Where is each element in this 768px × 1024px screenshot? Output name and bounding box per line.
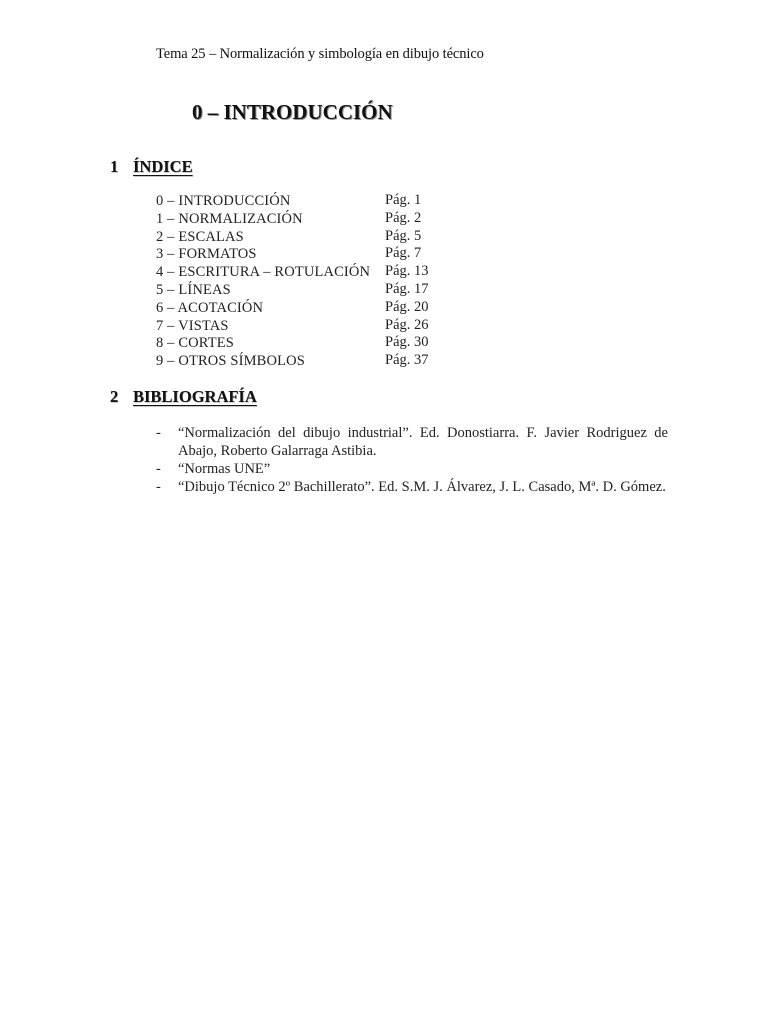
toc-page: Pág. 1: [385, 192, 422, 208]
toc-entry: 6 – ACOTACIÓN: [156, 299, 264, 316]
toc-page: Pág. 5: [385, 227, 422, 244]
bibliography-item: [156, 478, 668, 496]
section-title: ÍNDICE: [133, 157, 193, 176]
toc-entry: 3 – FORMATOS: [156, 246, 257, 263]
toc-row: [156, 352, 429, 370]
toc-row: [156, 298, 429, 317]
toc-page: Pág. 17: [385, 280, 429, 297]
list-bullet: -: [156, 461, 161, 477]
bibliography-item: [156, 460, 668, 478]
list-bullet: -: [156, 479, 161, 495]
toc-page: Pág. 2: [385, 209, 422, 226]
toc-row: [156, 263, 429, 281]
table-of-contents: [156, 192, 429, 370]
section-heading-bibliografia: [110, 387, 257, 407]
section-number: 2: [110, 387, 119, 406]
toc-page: Pág. 13: [385, 263, 429, 280]
toc-row: [156, 334, 429, 352]
toc-page: Pág. 37: [385, 352, 429, 369]
toc-row: [156, 316, 429, 335]
toc-page: Pág. 20: [385, 298, 429, 315]
bibliography-text: “Normas UNE”: [178, 461, 271, 477]
toc-entry: 4 – ESCRITURA – ROTULACIÓN: [156, 264, 371, 281]
section-title: BIBLIOGRAFÍA: [133, 387, 257, 406]
toc-entry: 1 – NORMALIZACIÓN: [156, 210, 303, 227]
section-heading-indice: [110, 157, 193, 177]
bibliography-item: [156, 424, 668, 460]
list-bullet: -: [156, 425, 161, 441]
toc-row: [156, 280, 429, 299]
toc-entry: 2 – ESCALAS: [156, 228, 244, 245]
toc-entry: 7 – VISTAS: [156, 317, 229, 334]
toc-row: [156, 227, 422, 246]
toc-entry: 9 – OTROS SÍMBOLOS: [156, 353, 305, 370]
toc-row: [156, 192, 422, 210]
toc-row: [156, 245, 422, 263]
toc-page: Pág. 26: [385, 316, 429, 333]
bibliography-text: “Dibujo Técnico 2º Bachillerato”. Ed. S.M. J. Álvarez, J. L. Casado, Mª. D. Gómez.: [178, 479, 666, 495]
toc-entry: 5 – LÍNEAS: [156, 281, 231, 298]
running-header: Tema 25 – Normalización y simbología en dibujo técnico: [156, 46, 484, 62]
toc-page: Pág. 7: [385, 245, 422, 262]
page-title: 0 – INTRODUCCIÓN: [192, 100, 393, 124]
bibliography-list: [156, 424, 668, 496]
toc-page: Pág. 30: [385, 334, 429, 351]
toc-entry: 0 – INTRODUCCIÓN: [156, 193, 291, 209]
toc-entry: 8 – CORTES: [156, 335, 234, 352]
toc-row: [156, 209, 422, 228]
section-number: 1: [110, 157, 119, 176]
bibliography-text: “Normalización del dibujo industrial”. Ed. Donostiarra. F. Javier Rodriguez de Abajo, Roberto Galarraga Astibia.: [178, 425, 668, 459]
